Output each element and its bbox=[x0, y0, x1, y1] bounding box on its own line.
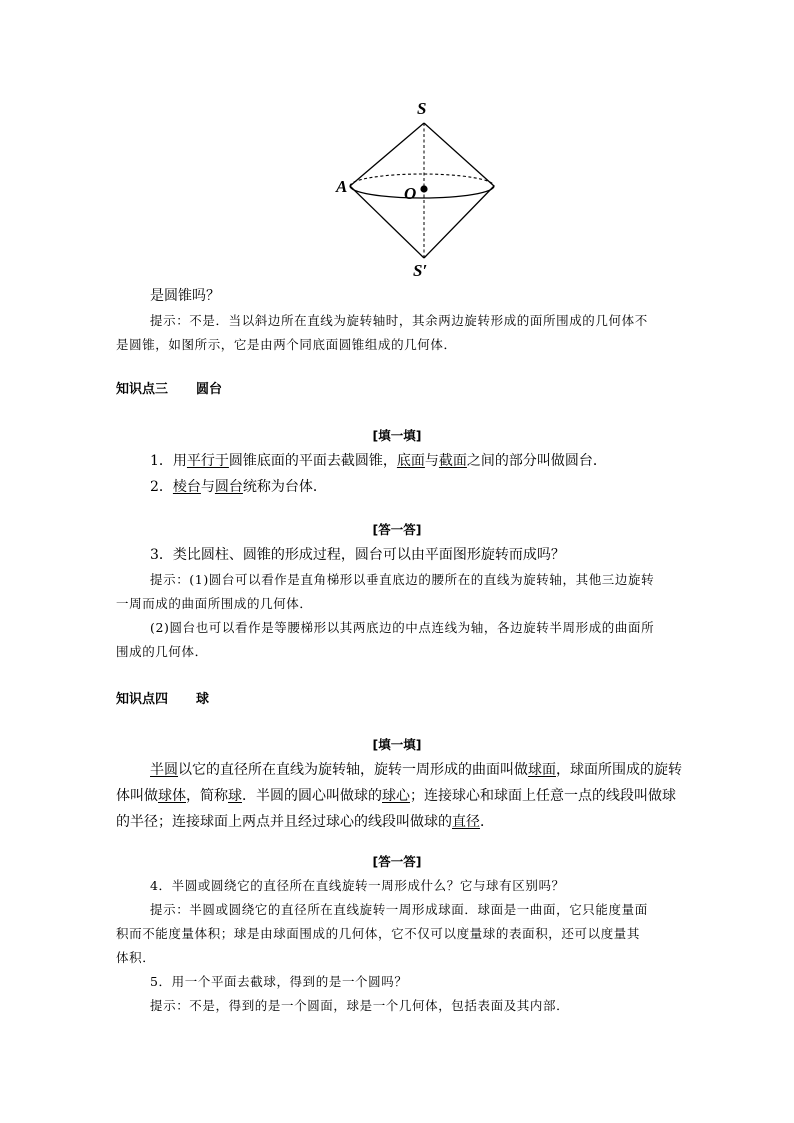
fill-sphere-line-3: 的半径；连接球面上两点并且经过球心的线段叫做球的直径． bbox=[116, 814, 494, 830]
section4-fill-title: [填一填] bbox=[372, 737, 422, 752]
center-point bbox=[420, 185, 427, 192]
section4-heading-title: 球 bbox=[196, 692, 210, 707]
hint3-1-line-1: 提示：(1)圆台可以看作是直角梯形以垂直底边的腰所在的直线为旋转轴，其他三边旋转 bbox=[150, 572, 655, 587]
section3-answer-title: [答一答] bbox=[372, 522, 422, 537]
question-3: 3．类比圆柱、圆锥的形成过程，圆台可以由平面图形旋转而成吗？ bbox=[150, 547, 565, 563]
double-cone-diagram bbox=[320, 92, 520, 284]
hint3-2-line-2: 围成的几何体． bbox=[116, 644, 208, 659]
section3-heading bbox=[116, 378, 222, 397]
label-s-prime: S′ bbox=[413, 261, 428, 280]
label-a: A bbox=[336, 177, 348, 196]
question-5: 5．用一个平面去截球，得到的是一个圆吗？ bbox=[150, 974, 408, 989]
section4-fill-block bbox=[116, 757, 682, 835]
hint-line-2: 是圆锥，如图所示，它是由两个同底面圆锥组成的几何体． bbox=[116, 337, 457, 352]
hint4-line-2: 积而不能度量体积；球是由球面围成的几何体，它不仅可以度量球的表面积，还可以度量其 bbox=[116, 926, 641, 941]
section3-answer-block bbox=[116, 542, 682, 664]
fill-sphere-line-1: 半圆以它的直径所在直线为旋转轴，旋转一周形成的曲面叫做球面，球面所围成的旋转 bbox=[150, 762, 682, 778]
edge-s-right bbox=[424, 123, 494, 186]
fill-item-2: 2．棱台与圆台统称为台体． bbox=[150, 479, 327, 495]
section2-tail bbox=[116, 283, 682, 357]
hint3-1-line-2: 一周而成的曲面所围成的几何体． bbox=[116, 596, 313, 611]
section4-heading bbox=[116, 688, 209, 707]
label-o: O bbox=[404, 184, 417, 203]
section4-answer-block bbox=[116, 874, 682, 1018]
question-end: 是圆锥吗？ bbox=[150, 288, 220, 304]
double-cone-figure bbox=[320, 92, 520, 284]
hint4-line-3: 体积． bbox=[116, 950, 156, 965]
base-ellipse-back bbox=[350, 174, 494, 186]
section4-heading-label: 知识点四 bbox=[116, 692, 169, 707]
label-s: S bbox=[417, 99, 427, 118]
section3-heading-label: 知识点三 bbox=[116, 382, 169, 397]
section4-answer-title: [答一答] bbox=[372, 854, 422, 869]
hint4-line-1: 提示：半圆或圆绕它的直径所在直线旋转一周形成球面．球面是一曲面，它只能度量面 bbox=[150, 902, 648, 917]
question-4: 4．半圆或圆绕它的直径所在直线旋转一周形成什么？它与球有区别吗？ bbox=[150, 878, 565, 893]
section3-heading-title: 圆台 bbox=[196, 382, 223, 397]
fill-item-1: 1．用平行于圆锥底面的平面去截圆锥，底面与截面之间的部分叫做圆台． bbox=[150, 453, 607, 469]
edge-sa bbox=[350, 123, 424, 186]
hint3-2-line-1: (2)圆台也可以看作是等腰梯形以其两底边的中点连线为轴，各边旋转半周形成的曲面所 bbox=[150, 620, 655, 635]
hint-line-1: 提示：不是．当以斜边所在直线为旋转轴时，其余两边旋转形成的面所围成的几何体不 bbox=[150, 313, 648, 328]
section3-fill-title: [填一填] bbox=[372, 428, 422, 443]
hint5: 提示：不是，得到的是一个圆面，球是一个几何体，包括表面及其内部． bbox=[150, 998, 570, 1013]
section3-fill-block bbox=[116, 448, 682, 500]
fill-sphere-line-2: 体叫做球体，简称球．半圆的圆心叫做球的球心；连接球心和球面上任意一点的线段叫做球 bbox=[116, 788, 676, 804]
